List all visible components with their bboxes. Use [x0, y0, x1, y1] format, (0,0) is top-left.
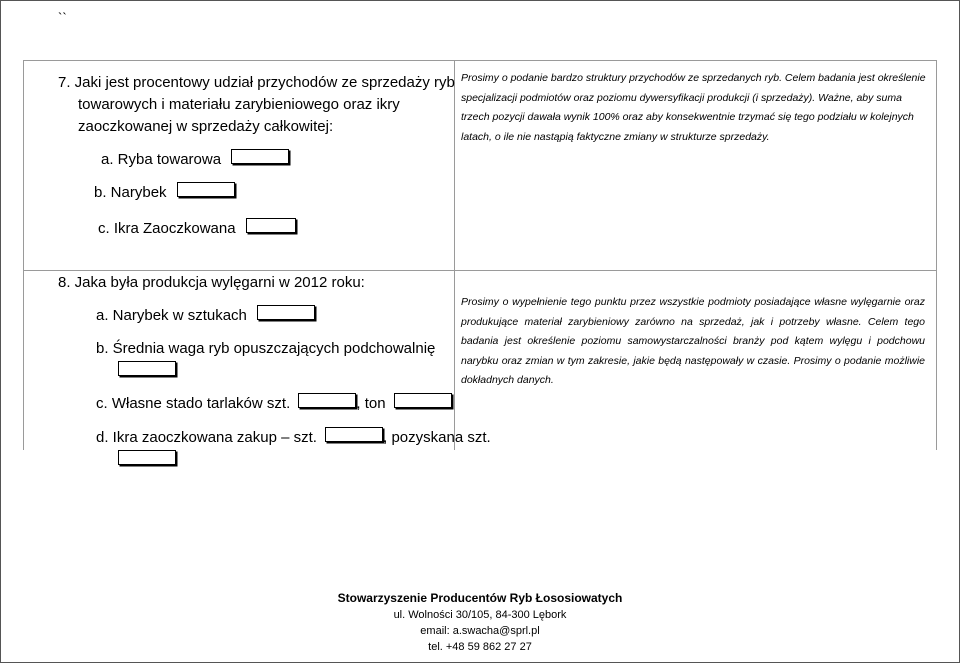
footer-org: Stowarzyszenie Producentów Ryb Łososiowatych: [337, 591, 623, 605]
footer: [330, 590, 630, 655]
q8-a-input[interactable]: [257, 305, 315, 320]
q8-title: 8. Jaka była produkcja wylęgarni w 2012 roku:: [58, 274, 365, 291]
q8-b-input-wrap: [118, 361, 176, 381]
q8-c-label: c. Własne stado tarlaków szt.: [96, 395, 291, 412]
q8-note: Prosimy o wypełnienie tego punktu przez wszystkie podmioty posiadające własne wylęgarnie oraz produkujące materiał zarybieniowy zarówno na sprzedaż, jak i potrzeby własne. Celem tego badania jest określenie poziomu samowystarczalności branży pod kątem wylęgu i podchowu narybku oraz zmian w tym zakresie, jakie będą następowały w czasie. Prosimy o podanie możliwie dokładnych danych.: [461, 296, 925, 386]
q8-c-suffix: , ton: [356, 395, 386, 412]
q8-a-label: a. Narybek w sztukach: [96, 307, 247, 324]
q8-b-input[interactable]: [118, 361, 176, 376]
footer-email: email: a.swacha@sprl.pl: [420, 625, 540, 637]
q7-option-b: [94, 182, 235, 204]
q8-c-input-ton[interactable]: [394, 393, 452, 408]
q8-d-input-bought[interactable]: [325, 427, 383, 442]
footer-phone: tel. +48 59 862 27 27: [428, 641, 532, 653]
q8-option-c: [96, 393, 452, 415]
q7-c-input[interactable]: [246, 218, 296, 233]
q7-line-1: 7. Jaki jest procentowy udział przychodów ze sprzedaży ryb: [58, 74, 455, 91]
divider: [936, 60, 937, 450]
q8-d-suffix: , pozyskana szt.: [383, 429, 491, 446]
q7-a-label: a. Ryba towarowa: [101, 151, 222, 168]
q8-option-a: [96, 305, 315, 327]
divider: [454, 60, 455, 450]
divider: [23, 270, 937, 271]
q8-c-input-count[interactable]: [298, 393, 356, 408]
q8-d-input-obtained[interactable]: [118, 450, 176, 465]
q8-b-label: b. Średnia waga ryb opuszczających podchowalnię: [96, 340, 436, 357]
q7-b-label: b. Narybek: [94, 184, 167, 201]
footer-address: ul. Wolności 30/105, 84-300 Lębork: [393, 609, 567, 621]
top-mark: ``: [58, 10, 67, 25]
q7-option-a: [101, 149, 289, 171]
q8-option-d: [96, 427, 491, 449]
q7-note: Prosimy o podanie bardzo struktury przychodów ze sprzedanych ryb. Celem badania jest określenie specjalizacji podmiotów oraz poziomu dywersyfikacji produkcji (i sprzedaży). Ważne, aby suma trzech pozycji dawała wynik 100% oraz aby konsekwentnie trzymać się tego podziału w kolejnych latach, o ile nie nastąpią faktyczne zmiany w strukturze sprzedaży.: [461, 72, 926, 143]
q7-a-input[interactable]: [231, 149, 289, 164]
q8-d-label: d. Ikra zaoczkowana zakup – szt.: [96, 429, 317, 446]
q7-option-c: [98, 218, 296, 240]
q8-d-input-wrap: [118, 450, 176, 470]
q7-line-2: towarowych i materiału zarybieniowego oraz ikry: [78, 96, 400, 113]
q7-line-3: zaoczkowanej w sprzedaży całkowitej:: [78, 118, 334, 135]
q7-c-label: c. Ikra Zaoczkowana: [98, 220, 236, 237]
divider: [23, 60, 937, 61]
divider: [23, 60, 24, 450]
q7-b-input[interactable]: [177, 182, 235, 197]
